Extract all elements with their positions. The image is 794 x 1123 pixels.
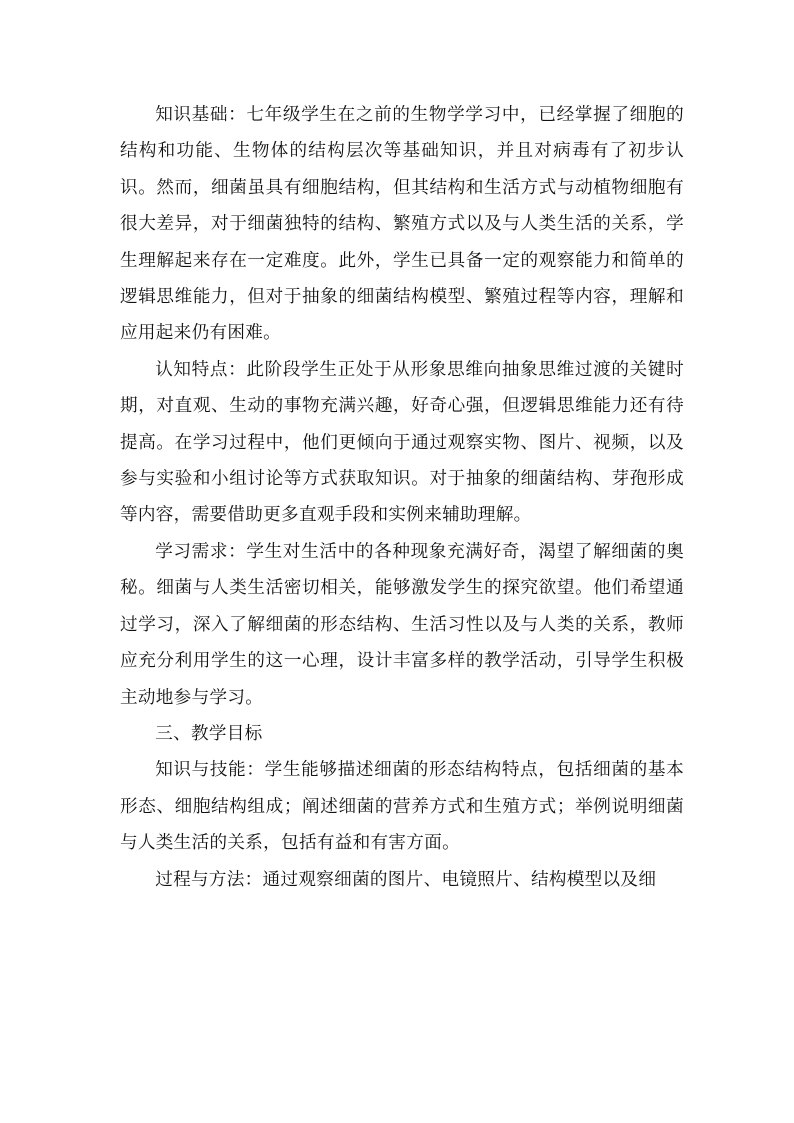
objective-process-methods: 过程与方法：通过观察细菌的图片、电镜照片、结构模型以及细 xyxy=(155,869,657,890)
document-page xyxy=(120,97,684,898)
paragraph-knowledge-basis: 知识基础：七年级学生在之前的生物学学习中，已经掌握了细胞的结构和功能、生物体的结构层次等基础知识，并且对病毒有了初步认识。然而，细菌虽具有细胞结构，但其结构和生活方式与动植物细胞有很大差异，对于细菌独特的结构、繁殖方式以及与人类生活的关系，学生理解起来存在一定难度。此外，学生已具备一定的观察能力和简单的逻辑思维能力，但对于抽象的细菌结构模型、繁殖过程等内容，理解和应用起来仍有困难。 xyxy=(120,105,684,344)
paragraph-learning-needs: 学习需求：学生对生活中的各种现象充满好奇，渴望了解细菌的奥秘。细菌与人类生活密切相关，能够激发学生的探究欲望。他们希望通过学习，深入了解细菌的形态结构、生活习性以及与人类的关系，教师应充分利用学生的这一心理，设计丰富多样的教学活动，引导学生积极主动地参与学习。 xyxy=(120,541,684,708)
paragraph-cognitive-features: 认知特点：此阶段学生正处于从形象思维向抽象思维过渡的关键时期，对直观、生动的事物充满兴趣，好奇心强，但逻辑思维能力还有待提高。在学习过程中，他们更倾向于通过观察实物、图片、视频，以及参与实验和小组讨论等方式获取知识。对于抽象的细菌结构、芽孢形成等内容，需要借助更多直观手段和实例来辅助理解。 xyxy=(120,359,684,526)
objective-knowledge-skills: 知识与技能：学生能够描述细菌的形态结构特点，包括细菌的基本形态、细胞结构组成；阐述细菌的营养方式和生殖方式；举例说明细菌与人类生活的关系，包括有益和有害方面。 xyxy=(120,760,684,854)
section-heading: 三、教学目标 xyxy=(155,723,263,744)
